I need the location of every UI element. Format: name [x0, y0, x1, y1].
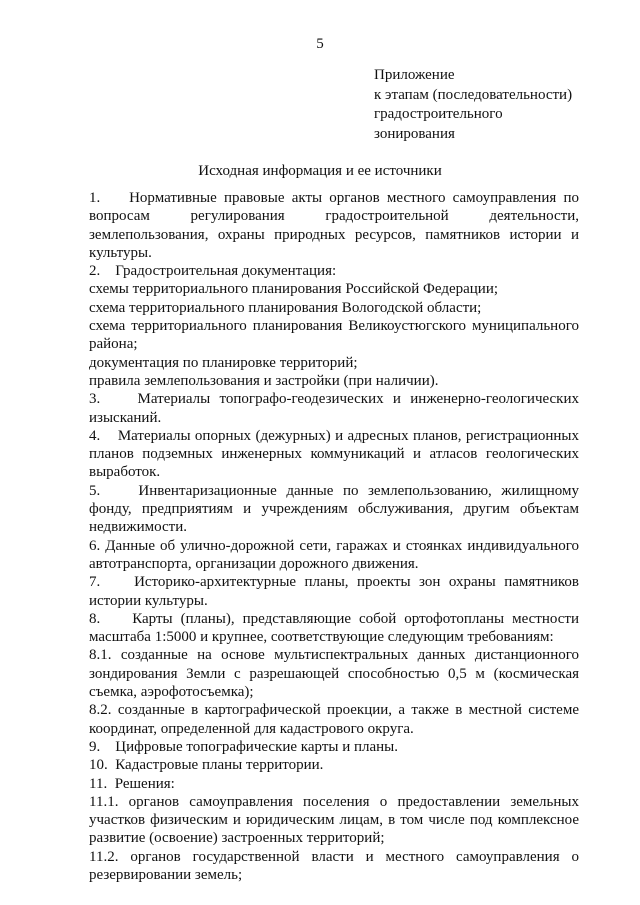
paragraph: 8.1. созданные на основе мультиспектральных данных дистанционного зондирования Земли с разрешающей способностью 0,5 м (космическая съемка, аэрофотосъемка); [89, 647, 579, 701]
paragraph: 8. Карты (планы), представляющие собой ортофотопланы местности масштаба 1:5000 и крупнее, соответствующие следующим требованиям: [89, 610, 579, 646]
paragraph: 5. Инвентаризационные данные по землепользованию, жилищному фонду, предприятиям и учреждениям обслуживания, другим объектам недвижимости. [89, 482, 579, 536]
paragraph: 7. Историко-архитектурные планы, проекты зон охраны памятников истории культуры. [89, 574, 579, 609]
paragraph: 11.2. органов государственной власти и местного самоуправления о резервировании земель; [89, 848, 579, 883]
paragraph: 10. Кадастровые планы территории. [89, 757, 324, 774]
paragraph: документация по планировке территорий; [89, 354, 358, 371]
appendix-line: к этапам (последовательности) [374, 86, 573, 103]
appendix-note [374, 66, 614, 144]
paragraph: 11. Решения: [89, 775, 175, 792]
appendix-line: градостроительного [374, 106, 503, 122]
paragraph: схемы территориального планирования Российской Федерации; [89, 281, 499, 298]
paragraph: 3. Материалы топографо-геодезических и инженерно-геологических изысканий. [89, 391, 579, 426]
paragraph: 9. Цифровые топографические карты и планы. [89, 738, 399, 755]
paragraph: схема территориального планирования Великоустюгского муниципального района; [89, 318, 579, 353]
document-body [89, 189, 579, 884]
appendix-line: Приложение [374, 67, 455, 83]
paragraph: 11.1. органов самоуправления поселения о предоставлении земельных участков физическим и юридическим лицам, в том числе под комплексное развитие (освоение) застроенных территорий; [89, 793, 579, 847]
paragraph: правила землепользования и застройки (при наличии). [89, 372, 439, 389]
paragraph: 1. Нормативные правовые акты органов местного самоуправления по вопросам регулирования градостроительной деятельности, землепользования, охраны природных ресурсов, памятников истории и культуры. [89, 190, 579, 261]
paragraph: схема территориального планирования Вологодской области; [89, 299, 482, 316]
page-number: 5 [316, 36, 324, 52]
appendix-line: зонирования [374, 125, 455, 142]
paragraph: 6. Данные об улично-дорожной сети, гаражах и стоянках индивидуального автотранспорта, организации дорожного движения. [89, 537, 579, 572]
paragraph: 4. Материалы опорных (дежурных) и адресных планов, регистрационных планов подземных инженерных коммуникаций и атласов геологических выработок. [89, 427, 579, 481]
paragraph: 8.2. созданные в картографической проекции, а также в местной системе координат, определенной для кадастрового округа. [89, 702, 579, 737]
paragraph: 2. Градостроительная документация: [89, 263, 337, 280]
section-heading: Исходная информация и ее источники [198, 163, 442, 179]
